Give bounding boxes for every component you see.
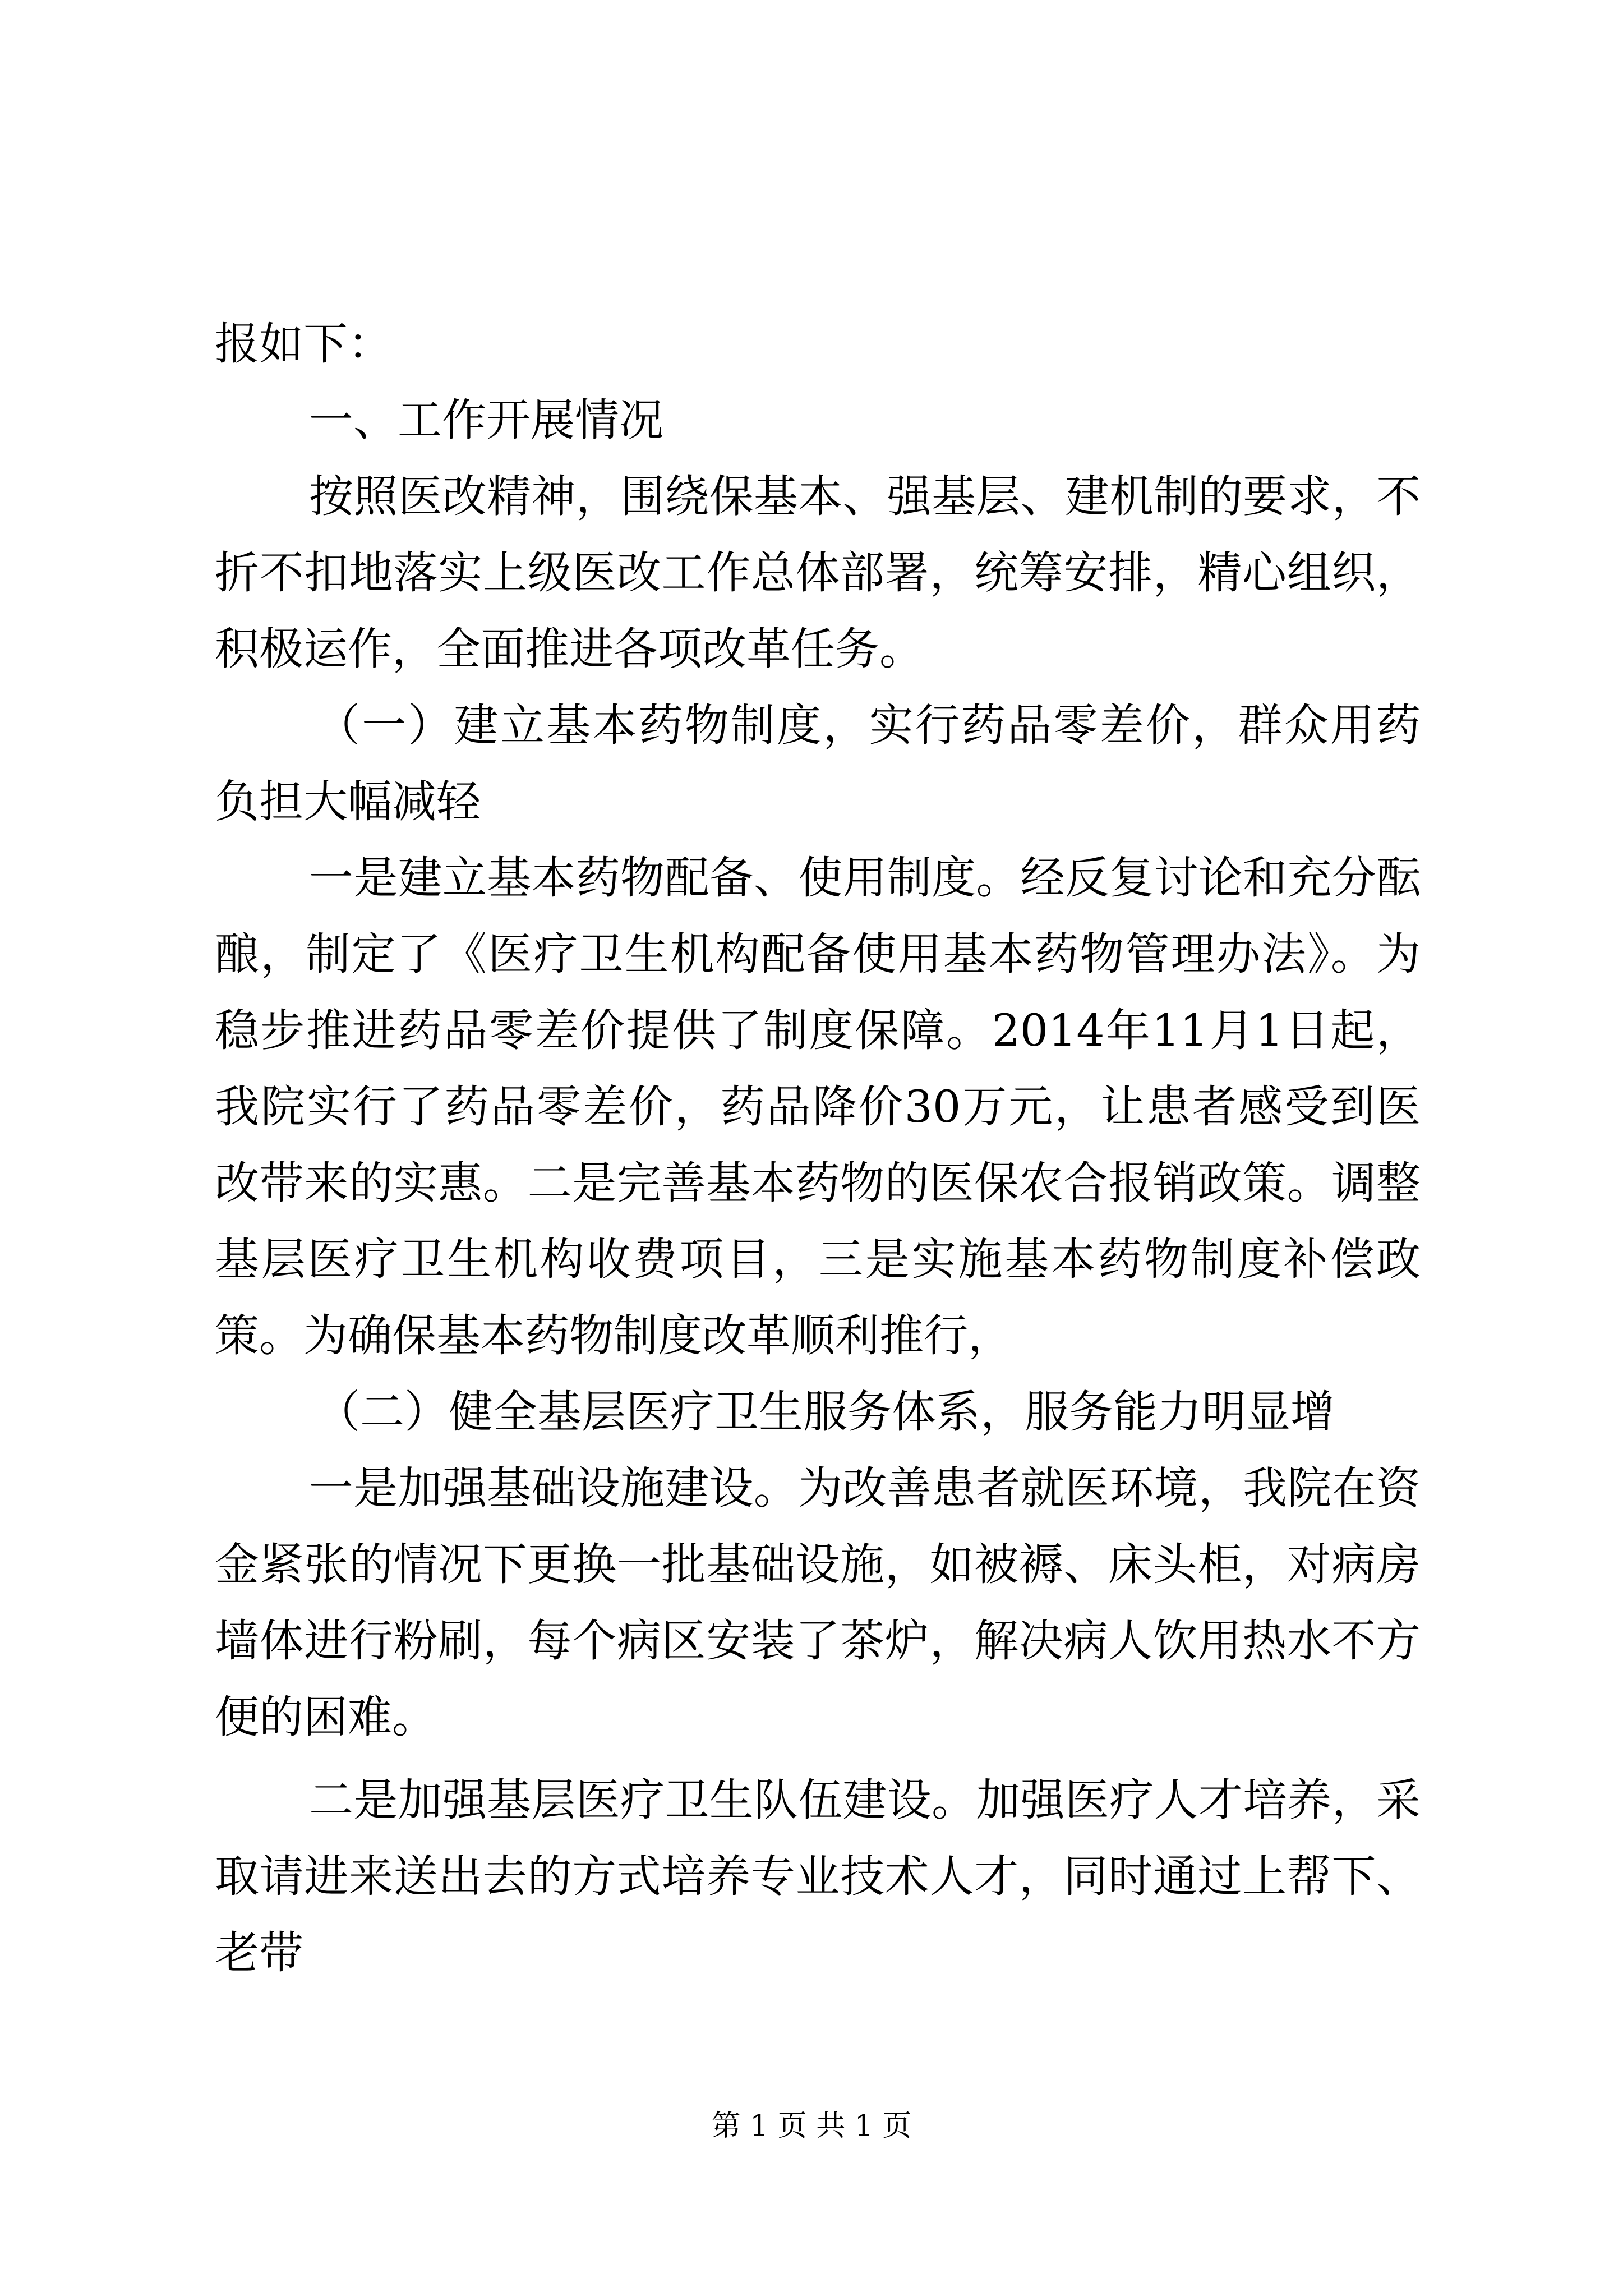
page-footer: 第 1 页 共 1 页 (711, 2109, 912, 2143)
subheading-primary-care: （二）健全基层医疗卫生服务体系，服务能力明显增 (316, 1386, 1335, 1438)
body-text (215, 306, 1421, 1991)
section-heading-work-progress: 一、工作开展情况 (309, 394, 663, 446)
subheading-essential-drugs: （一）建立基本药物制度，实行药品零差价，群众用药负担大幅减轻 (215, 700, 1421, 827)
paragraph-essential-drugs: 一是建立基本药物配备、使用制度。经反复讨论和充分酝酿，制定了《医疗卫生机构配备使用基本药物管理办法》。为稳步推进药品零差价提供了制度保障。2014年11月1日起，我院实行了药品零差价，药品降价30万元，让患者感受到医改带来的实惠。二是完善基本药物的医保农合报销政策。调整基层医疗卫生机构收费项目，三是实施基本药物制度补偿政策。为确保基本药物制度改革顺利推行， (215, 852, 1421, 1361)
paragraph-infrastructure: 一是加强基础设施建设。为改善患者就医环境，我院在资金紧张的情况下更换一批基础设施，如被褥、床头柜，对病房墙体进行粉刷，每个病区安装了茶炉，解决病人饮用热水不方便的困难。 (215, 1462, 1421, 1743)
paragraph-intro: 按照医改精神，围绕保基本、强基层、建机制的要求，不折不扣地落实上级医改工作总体部署，统筹安排，精心组织，积极运作，全面推进各项改革任务。 (215, 471, 1421, 675)
paragraph-workforce: 二是加强基层医疗卫生队伍建设。加强医疗人才培养，采取请进来送出去的方式培养专业技术人才，同时通过上帮下、老带 (215, 1774, 1421, 1978)
paragraph-continuation: 报如下： (215, 318, 392, 370)
